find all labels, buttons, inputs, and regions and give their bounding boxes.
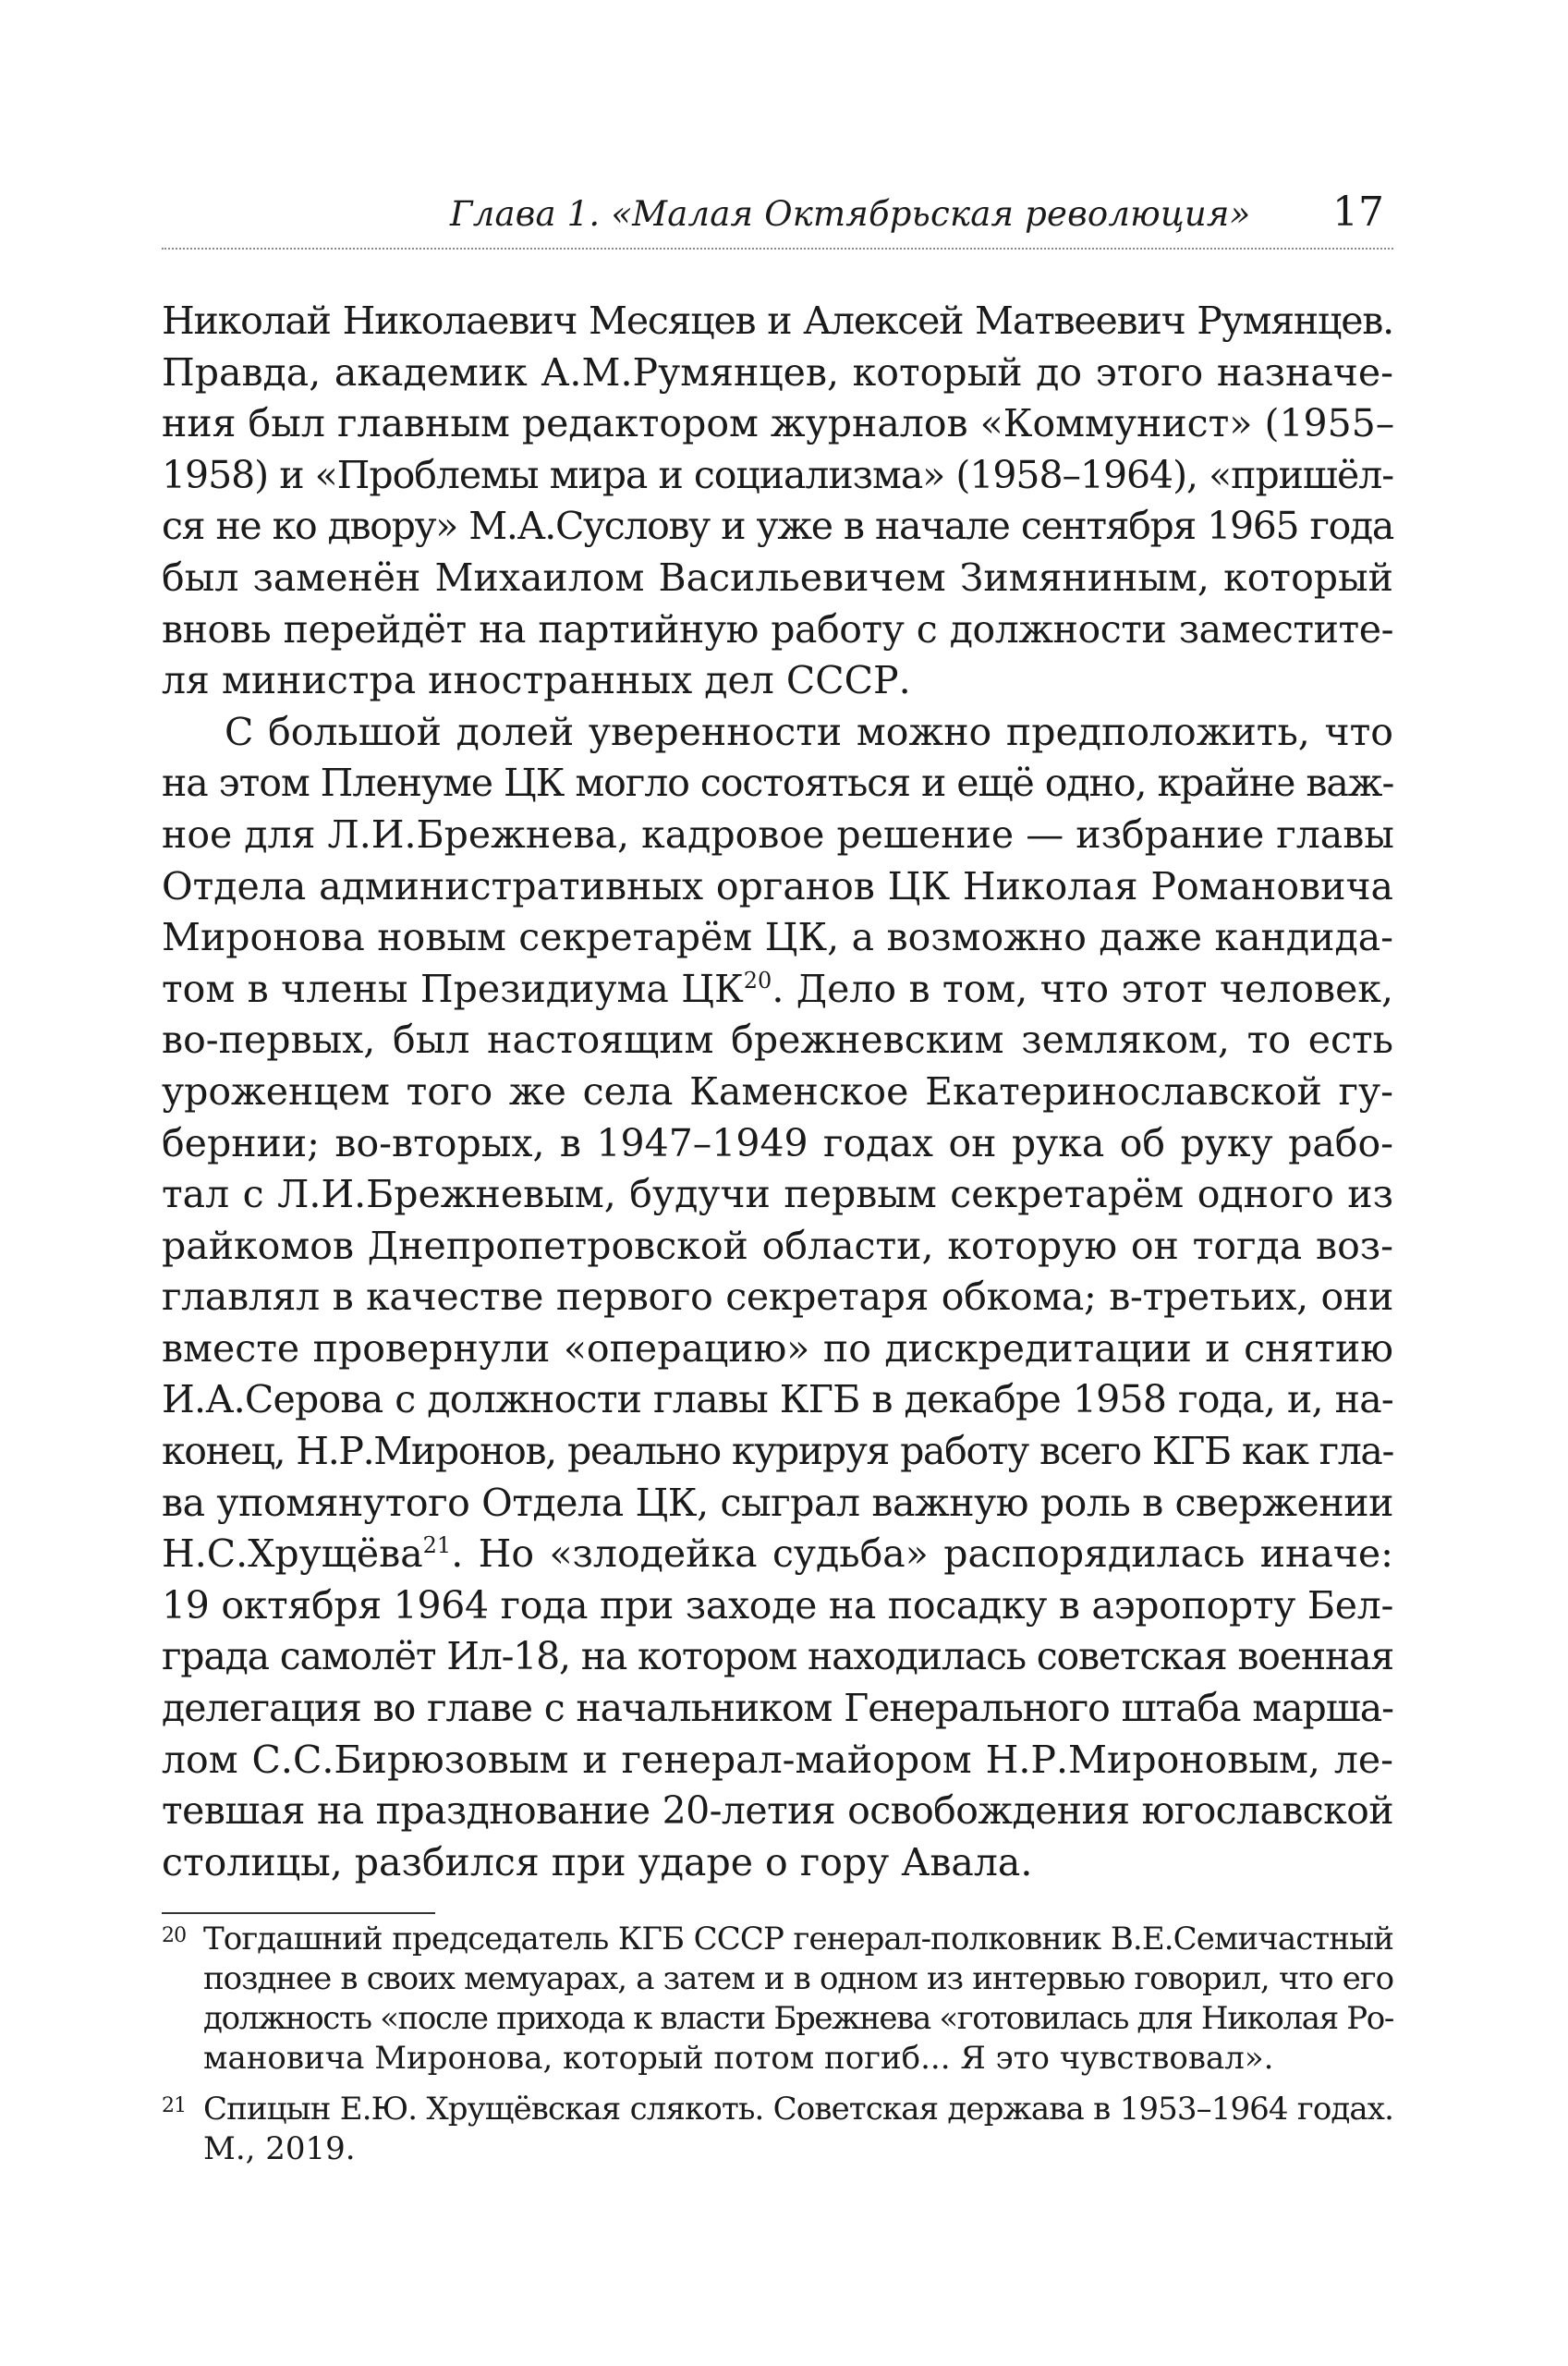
text-line: конец, Н.Р.Миронов, реально курируя работу всего КГБ как гла- — [162, 1429, 1393, 1474]
text-line: бернии; во-вторых, в 1947–1949 годах он рука об руку рабо- — [162, 1120, 1393, 1165]
footnote-ref-21[interactable]: 21 — [422, 1532, 452, 1559]
text-line: вновь перейдёт на партийную работу с должности заместите- — [162, 606, 1393, 652]
footnote-21 — [162, 2090, 1393, 2169]
text-line: Николай Николаевич Месяцев и Алексей Матвеевич Румянцев. — [162, 299, 1393, 343]
text-line: тевшая на празднование 20-летия освобождения югославской — [162, 1788, 1393, 1834]
text-line — [162, 1529, 1393, 1580]
footnotes — [162, 1920, 1393, 2169]
footnote-text: Тогдашний председатель КГБ СССР генерал-полковник В.Е.Семичастный — [203, 1921, 1393, 1957]
main-text — [162, 296, 1393, 1888]
text-line: райкомов Днепропетровской области, которую он тогда воз- — [162, 1223, 1393, 1268]
text-line: был заменён Михаилом Васильевичем Зимяниным, который — [162, 555, 1393, 600]
footnote-line: мановича Миронова, который потом погиб... Я это чувствовал». — [203, 2040, 1274, 2077]
paragraph-2 — [162, 707, 1393, 1889]
text-fragment: . Но «злодейка судьба» распорядилась иначе: — [451, 1531, 1393, 1577]
text-line: на этом Пленуме ЦК могло состояться и ещё одно, крайне важ- — [162, 761, 1394, 806]
text-line: ся не ко двору» М.А.Суслову и уже в начале сентября 1965 года — [162, 504, 1393, 549]
footnote-number: 21 — [162, 2094, 187, 2117]
text-line: ля министра иностранных дел СССР. — [162, 658, 911, 703]
text-fragment: . Дело в том, что этот человек, — [772, 966, 1393, 1011]
text-fragment: Н.С.Хрущёва — [162, 1531, 423, 1577]
text-line: уроженцем того же села Каменское Екатеринославской гу- — [162, 1068, 1393, 1114]
footnote-line: позднее в своих мемуарах, а затем и в одном из интервью говорил, что его — [203, 1960, 1393, 1997]
text-line: столицы, разбился при ударе о гору Авала. — [162, 1839, 1033, 1884]
chapter-title: Глава 1. «Малая Октябрьская революция» — [450, 194, 1251, 234]
footnote-line: М., 2019. — [203, 2130, 356, 2167]
text-line: вместе провернули «операцию» по дискредитации и снятию — [162, 1325, 1393, 1371]
text-line: ное для Л.И.Брежнева, кадровое решение — избрание главы — [162, 811, 1394, 857]
footnote-20 — [162, 1920, 1393, 2079]
text-line: града самолёт Ил-18, на котором находилась советская военная — [162, 1634, 1393, 1679]
footnote-line — [162, 1920, 1393, 1959]
text-line: ва упомянутого Отдела ЦК, сыграл важную роль в свержении — [162, 1480, 1393, 1525]
footnote-divider — [162, 1912, 435, 1914]
text-fragment: том в члены Президиума ЦК — [162, 966, 744, 1011]
text-line: И.А.Серова с должности главы КГБ в декабре 1958 года, и, на- — [162, 1377, 1393, 1422]
text-line: тал с Л.И.Брежневым, будучи первым секретарём одного из — [162, 1172, 1393, 1217]
running-header — [162, 190, 1393, 250]
text-line: делегация во главе с начальником Генерального штаба марша- — [162, 1686, 1393, 1731]
text-line: 19 октября 1964 года при заходе на посадку в аэропорту Бел- — [162, 1582, 1393, 1628]
text-line: лом С.С.Бирюзовым и генерал-майором Н.Р.Мироновым, ле- — [162, 1737, 1393, 1782]
text-line: Правда, академик А.М.Румянцев, который до этого назначе- — [162, 349, 1393, 395]
page-number: 17 — [1332, 189, 1384, 236]
footnote-text: Спицын Е.Ю. Хрущёвская слякоть. Советская держава в 1953–1964 годах. — [203, 2091, 1393, 2128]
text-line: ния был главным редактором журналов «Коммунист» (1955– — [162, 401, 1395, 446]
text-line: главлял в качестве первого секретаря обкома; в-третьих, они — [162, 1274, 1393, 1320]
text-line: С большой долей уверенности можно предположить, что — [225, 709, 1393, 754]
text-line — [162, 964, 1393, 1016]
text-line: Миронова новым секретарём ЦК, а возможно даже кандида- — [162, 915, 1393, 960]
footnote-spacer — [162, 2079, 1393, 2090]
text-line: Отдела административных органов ЦК Николая Романовича — [162, 863, 1393, 909]
footnote-line: должность «после прихода к власти Брежнева «готовилась для Николая Ро- — [203, 2000, 1394, 2037]
paragraph-1 — [162, 296, 1393, 707]
footnote-line — [162, 2090, 1393, 2129]
text-line: во-первых, был настоящим брежневским земляком, то есть — [162, 1018, 1393, 1063]
text-line: 1958) и «Проблемы мира и социализма» (1958–1964), «пришёл- — [162, 452, 1393, 497]
footnote-ref-20[interactable]: 20 — [743, 967, 772, 994]
footnote-number: 20 — [162, 1924, 187, 1947]
